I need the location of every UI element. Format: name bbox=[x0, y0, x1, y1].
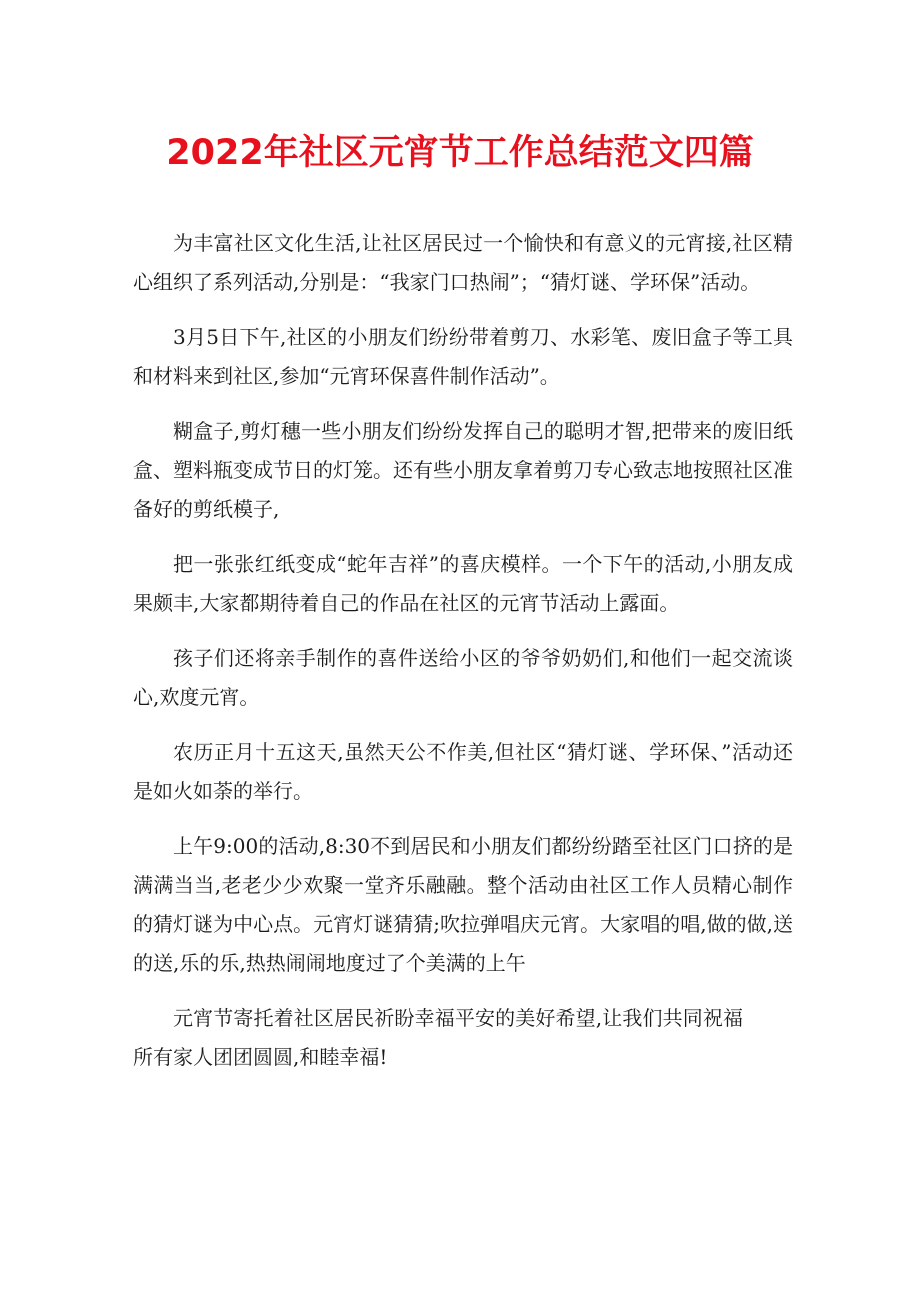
document-title: 2022年社区元宵节工作总结范文四篇 bbox=[166, 133, 754, 173]
paragraph: 3月5日下午,社区的小朋友们纷纷带着剪刀、水彩笔、废旧盒子等工具和材料来到社区,参加“元宵环保喜件制作活动”。 bbox=[133, 325, 793, 388]
paragraph: 把一张张红纸变成“蛇年吉祥”的喜庆模样。一个下午的活动,小朋友成果颇丰,大家都期待着自己的作品在社区的元宵节活动上露面。 bbox=[133, 552, 793, 615]
paragraph: 上午9:00的活动,8:30不到居民和小朋友们都纷纷踏至社区门口挤的是满满当当,老老少少欢聚一堂齐乐融融。整个活动由社区工作人员精心制作的猜灯谜为中心点。元宵灯谜猜猜;吹拉弹唱庆元宵。大家唱的唱,做的做,送的送,乐的乐,热热闹闹地度过了个美满的上午 bbox=[133, 834, 793, 975]
paragraph: 农历正月十五这天,虽然天公不作美,但社区“猜灯谜、学环保、”活动还是如火如荼的举行。 bbox=[133, 740, 793, 803]
document-body bbox=[133, 224, 793, 1093]
paragraph: 孩子们还将亲手制作的喜件送给小区的爷爷奶奶们,和他们一起交流谈心,欢度元宵。 bbox=[133, 646, 793, 709]
paragraph: 为丰富社区文化生活,让社区居民过一个愉快和有意义的元宵接,社区精心组织了系列活动,分别是：“我家门口热闹”；“猜灯谜、学环保”活动。 bbox=[133, 231, 793, 294]
paragraph: 糊盒子,剪灯穗一些小朋友们纷纷发挥自己的聪明才智,把带来的废旧纸盒、塑料瓶变成节日的灯笼。还有些小朋友拿着剪刀专心致志地按照社区准备好的剪纸模子, bbox=[133, 419, 793, 521]
paragraph: 元宵节寄托着社区居民祈盼幸福平安的美好希望,让我们共同祝福所有家人团团圆圆,和睦幸福! bbox=[133, 1006, 743, 1069]
